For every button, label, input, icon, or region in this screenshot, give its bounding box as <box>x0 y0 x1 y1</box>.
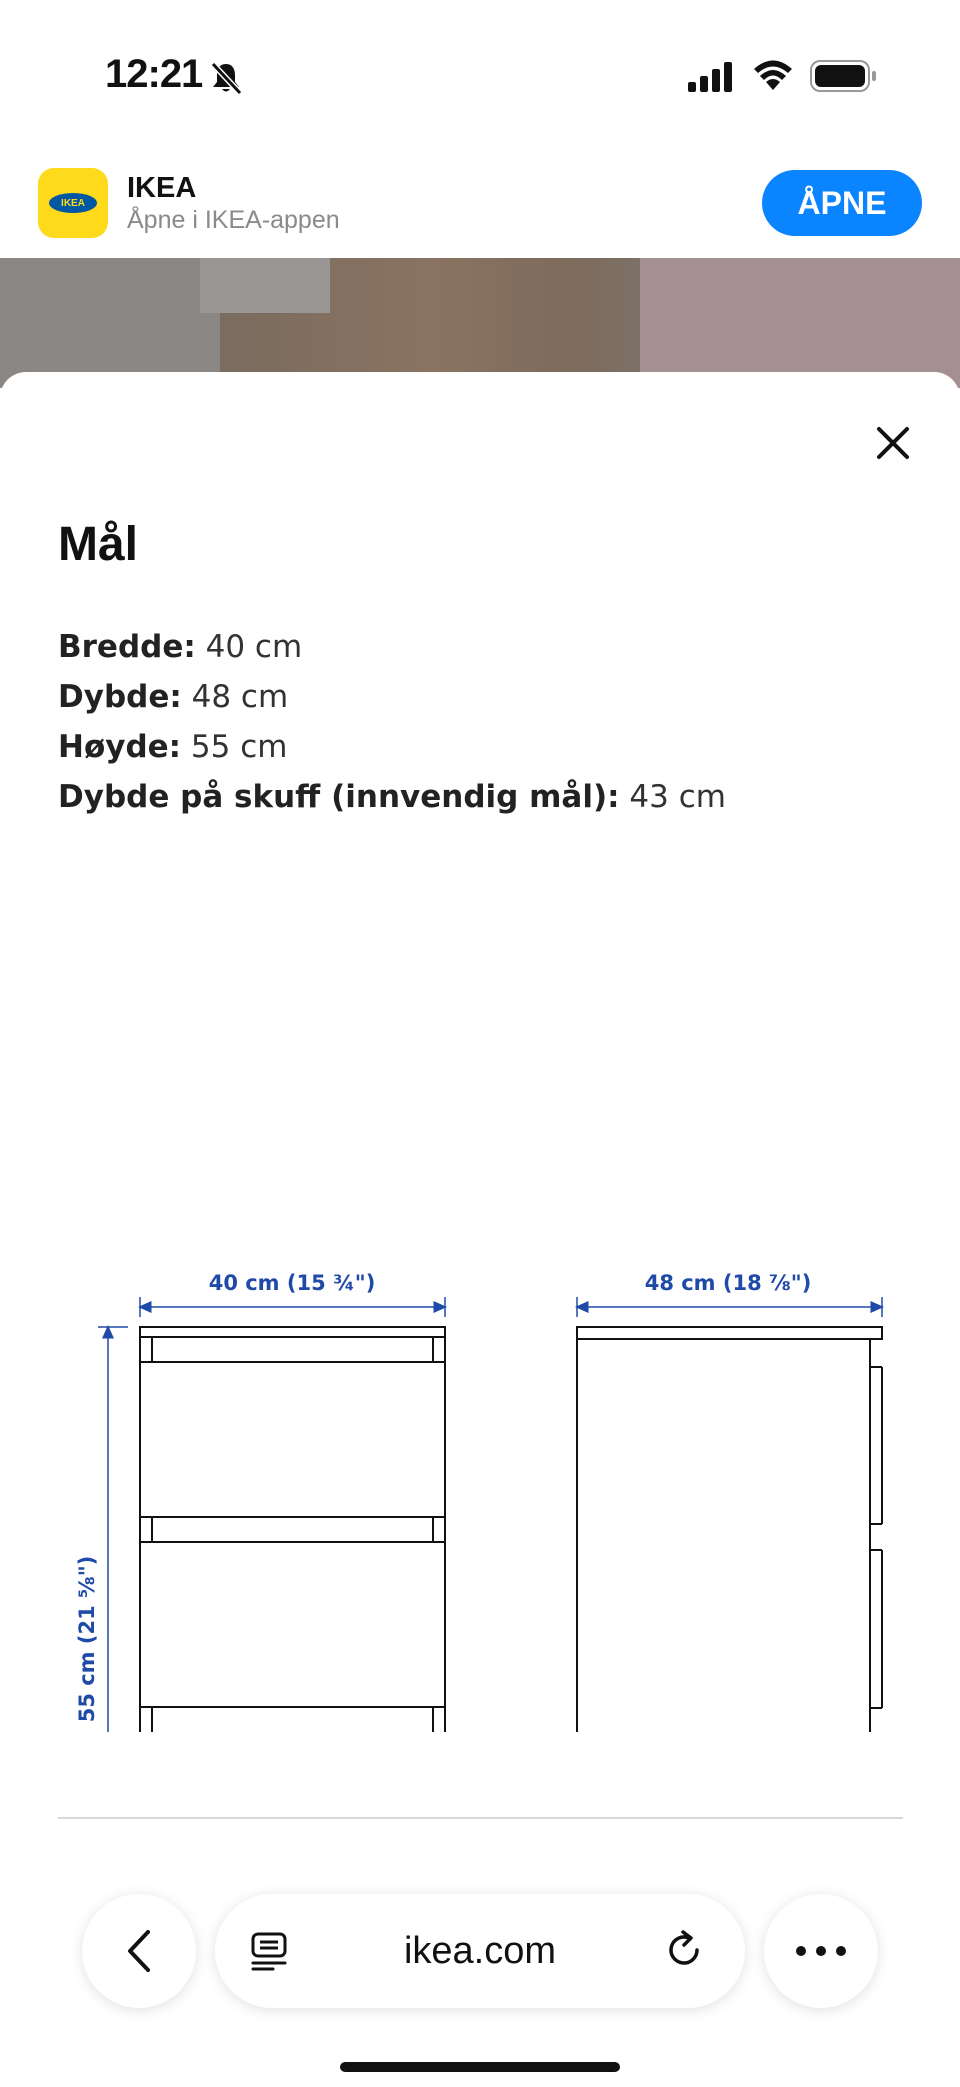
spec-label: Høyde: <box>58 729 182 765</box>
side-depth-dimension <box>577 1271 882 1317</box>
dimensions-sheet <box>0 372 960 2087</box>
home-indicator <box>340 2062 620 2072</box>
sheet-title: Mål <box>58 518 139 571</box>
cellular-signal-icon <box>688 62 736 92</box>
spec-value: 40 cm <box>205 629 303 665</box>
browser-toolbar <box>0 1862 960 2087</box>
address-bar[interactable] <box>215 1894 745 2008</box>
spec-label: Dybde på skuff (innvendig mål): <box>58 779 620 815</box>
front-height-label: 55 cm (21 ⅝") <box>75 1555 99 1723</box>
smart-app-banner <box>0 150 960 258</box>
more-button[interactable] <box>764 1894 878 2008</box>
close-button[interactable] <box>866 416 920 470</box>
open-app-button[interactable]: ÅPNE <box>762 170 922 236</box>
status-bar <box>0 0 960 150</box>
ikea-app-icon[interactable] <box>38 168 108 238</box>
spec-value: 55 cm <box>190 729 288 765</box>
more-dots-icon <box>795 1945 847 1957</box>
wifi-icon <box>752 58 794 92</box>
url-text: ikea.com <box>403 1930 557 1972</box>
spec-width <box>58 622 726 672</box>
front-width-dimension <box>140 1271 445 1317</box>
front-view-drawing <box>140 1327 445 1732</box>
front-width-label: 40 cm (15 ¾") <box>208 1271 376 1295</box>
divider <box>58 1817 903 1819</box>
product-photo-background <box>0 258 960 388</box>
side-depth-label: 48 cm (18 ⅞") <box>644 1271 812 1295</box>
dimension-specs <box>58 622 726 822</box>
back-button[interactable] <box>82 1894 196 2008</box>
ikea-logo: IKEA <box>49 193 97 213</box>
reload-icon[interactable] <box>663 1928 707 1972</box>
spec-depth <box>58 672 726 722</box>
status-time: 12:21 <box>105 52 203 96</box>
battery-icon <box>810 60 878 92</box>
chevron-left-icon <box>124 1928 154 1974</box>
spec-value: 43 cm <box>629 779 726 815</box>
side-view-drawing <box>577 1327 882 1732</box>
bell-slash-icon <box>208 60 244 96</box>
spec-value: 48 cm <box>191 679 289 715</box>
app-name: IKEA <box>127 172 197 204</box>
measurement-illustration <box>0 872 960 1732</box>
app-subtitle: Åpne i IKEA-appen <box>127 206 340 234</box>
close-icon <box>876 426 910 460</box>
spec-label: Dybde: <box>58 679 182 715</box>
spec-height <box>58 722 726 772</box>
spec-label: Bredde: <box>58 629 196 665</box>
front-height-dimension <box>75 1327 128 1732</box>
spec-drawer-depth <box>58 772 726 822</box>
